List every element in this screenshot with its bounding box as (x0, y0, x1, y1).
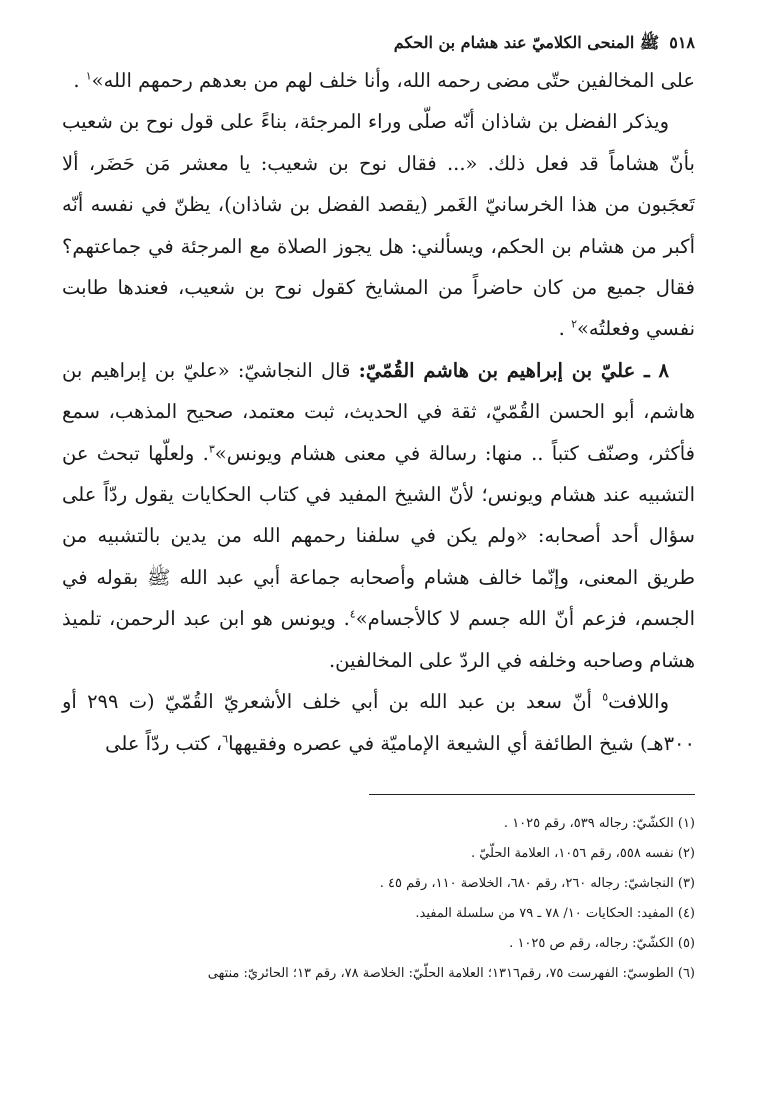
footnote-ref: ٤ (349, 607, 356, 621)
paragraph-text: . ويونس هو ابن عبد الرحمن، تلميذ هشام وصاحبه وخلفه في الردّ على المخالفين. (62, 607, 695, 672)
footnote-ref: ٦ (222, 732, 229, 745)
paragraph-text: . ولعلّها تبحث عن التشبيه عند هشام ويونس؛ لأنّ الشيخ المفيد في كتاب الحكايات يقول ردّاً على سؤال أحد أصحابه: «ولم يكن في سلفنا رحمهم الله من يدين بالتشبيه من طريق المعنى، وإنّما خالف هشام وأصحابه جماعة أبي عبد الله ﷺ بقوله في الجسم، فزعم أنّ الله جسم لا كالأجسام» (62, 441, 695, 631)
footnote-ref: ٢ (571, 317, 577, 331)
footnotes (62, 809, 695, 989)
footnote-separator (369, 794, 695, 795)
footnote-ref: ٥ (602, 690, 609, 704)
section-heading: ٨ ـ عليّ بن إبراهيم بن هاشم القُمّيّ: (358, 358, 670, 382)
paragraph (62, 60, 695, 101)
footnote: (٣) النجاشيّ: رجاله ٢٦٠، رقم ٦٨٠، الخلاصة ١١٠، رقم ٤٥ . (379, 875, 695, 891)
running-title: ﷺ المنحى الكلاميّ عند هشام بن الحكم (393, 33, 660, 52)
paragraph-text: أنّ سعد بن عبد الله بن أبي خلف الأشعريّ القُمّيّ (ت ٢٩٩ أو ٣٠٠هـ) شيخ الطائفة أي الشيعة الإماميّة في عصره وفقيهها (62, 690, 695, 755)
main-text (62, 60, 695, 764)
footnote: (٥) الكشّيّ: رجاله، رقم ص ١٠٢٥ . (509, 935, 695, 951)
footnote: (١) الكشّيّ: رجاله ٥٣٩، رقم ١٠٢٥ . (503, 815, 695, 831)
paragraph-text: على المخالفين حتّى مضى رحمه الله، وأنا خلف لهم من بعدهم رحمهم الله» (91, 69, 695, 92)
footnote: (٢) نفسه ٥٥٨، رقم ١٠٥٦، العلامة الحلّيّ . (470, 845, 695, 861)
page-header (62, 26, 695, 60)
paragraph-text: . (558, 317, 572, 341)
footnote: (٤) المفيد: الحكايات ١٠/ ٧٨ ـ ٧٩ من سلسلة المفيد. (415, 905, 695, 921)
paragraph-text: ، كتب ردّاً على (105, 731, 223, 755)
paragraph-text: واللافت (608, 690, 669, 714)
paragraph-text: قال النجاشيّ: «عليّ بن إبراهيم بن هاشم، أبو الحسن القُمّيّ، ثقة في الحديث، ثبت معتمد، صحيح المذهب، سمع فأكثر، وصنّف كتباً .. منها: رسالة في معنى هشام ويونس» (62, 358, 695, 465)
paragraph-text: . (73, 69, 86, 92)
footnote: (٦) الطوسيّ: الفهرست ٧٥، رقم١٣١٦؛ العلامة الحلّيّ: الخلاصة ٧٨، رقم ١٣؛ الحائريّ: منتهى (207, 965, 695, 981)
paragraph (62, 350, 695, 681)
paragraph-text: ويذكر الفضل بن شاذان أنّه صلّى وراء المرجئة، بناءً على قول نوح بن شعيب بأنّ هشاماً قد فعل ذلك. «... فقال نوح بن شعيب: يا معشر مَن حَضَر، ألا تَعجَبون من هذا الخرسانيّ الغَمر (يقصد الفضل بن شاذان)، يظنّ في نفسه أنّه أكبر من هشام بن الحكم، ويسألني: هل يجوز الصلاة مع المرجئة في جماعتهم؟ فقال جميع من كان حاضراً من المشايخ كقول نوح بن شعيب، فعندها طابت نفسي وفعلتُه» (62, 110, 695, 341)
paragraph (62, 681, 695, 764)
paragraph (62, 101, 695, 349)
page-number: ٥١٨ (669, 33, 695, 52)
footnote-ref: ٣ (208, 442, 215, 456)
footnote-ref: ١ (85, 69, 92, 83)
